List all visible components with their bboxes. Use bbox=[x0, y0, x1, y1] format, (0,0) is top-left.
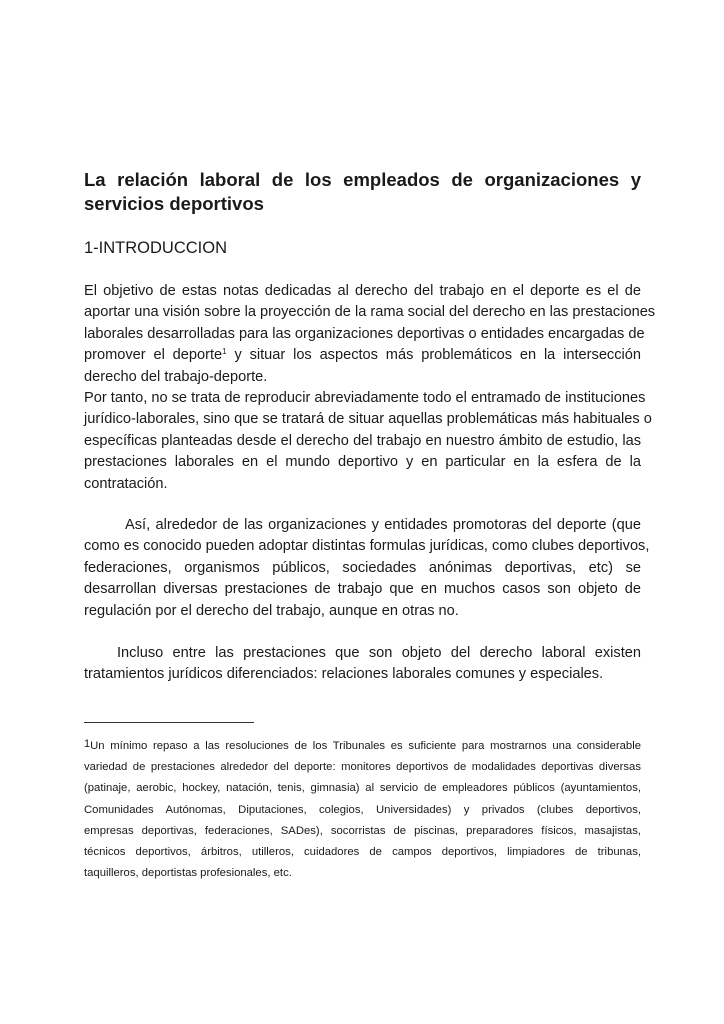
footnote-line bbox=[84, 734, 641, 757]
footnote-line: taquilleros, deportistas profesionales, etc. bbox=[84, 867, 292, 880]
text-line: regulación por el derecho del trabajo, aunque en otras no. bbox=[84, 602, 459, 619]
text-line: prestaciones laborales en el mundo deportivo y en particular en la esfera de la bbox=[84, 454, 641, 471]
footnote bbox=[84, 734, 641, 884]
footnote-line: empresas deportivas, federaciones, SADes), socorristas de piscinas, preparadores físicos, masajistas, bbox=[84, 824, 641, 837]
text-line: como es conocido pueden adoptar distintas formulas jurídicas, como clubes deportivos, bbox=[84, 538, 650, 555]
text-line: derecho del trabajo-deporte. bbox=[84, 368, 268, 385]
text-line: aportar una visión sobre la proyección de la rama social del derecho en las prestaciones bbox=[84, 304, 656, 321]
text-line: El objetivo de estas notas dedicadas al derecho del trabajo en el deporte es el de bbox=[84, 283, 641, 299]
paragraph-legal-treatments bbox=[84, 643, 641, 686]
text-segment: y situar los aspectos más problemáticos en la intersección bbox=[226, 347, 641, 364]
footnote-separator bbox=[84, 722, 254, 723]
footnote-line: variedad de prestaciones alrededor del deporte: monitores deportivos de modalidades deportivas diversas bbox=[84, 761, 641, 774]
footnote-line: Comunidades Autónomas, Diputaciones, colegios, Universidades) y privados (clubes deportivos, bbox=[84, 803, 641, 816]
title-line: La relación laboral de los empleados de organizaciones y bbox=[84, 169, 641, 190]
text-line: tratamientos jurídicos diferenciados: relaciones laborales comunes y especiales. bbox=[84, 666, 604, 683]
text-line: Así, alrededor de las organizaciones y entidades promotoras del deporte (que bbox=[125, 517, 641, 533]
text-line: laborales desarrolladas para las organizaciones deportivas o entidades encargadas de bbox=[84, 325, 645, 342]
document-page bbox=[84, 0, 656, 1024]
footnote-reference[interactable]: 1 bbox=[222, 347, 227, 357]
paragraph-organizations bbox=[84, 515, 650, 622]
text-line-with-footnote bbox=[84, 345, 641, 366]
document-title bbox=[84, 168, 641, 216]
text-line: específicas planteadas desde el derecho del trabajo en nuestro ámbito de estudio, las bbox=[84, 432, 641, 449]
text-line: desarrollan diversas prestaciones de trabajo que en muchos casos son objeto de bbox=[84, 581, 641, 598]
footnote-marker: 1 bbox=[84, 738, 91, 750]
text-line: Incluso entre las prestaciones que son objeto del derecho laboral existen bbox=[117, 645, 641, 661]
footnote-line: técnicos deportivos, árbitros, utilleros, cuidadores de campos deportivos, limpiadores de tribunas, bbox=[84, 846, 641, 859]
paragraph-introduction bbox=[84, 281, 656, 495]
text-line: Por tanto, no se trata de reproducir abreviadamente todo el entramado de instituciones bbox=[84, 390, 646, 407]
text-line: federaciones, organismos públicos, sociedades anónimas deportivas, etc) se bbox=[84, 559, 641, 576]
text-segment: promover el deporte bbox=[84, 347, 223, 364]
text-line: jurídico-laborales, sino que se tratará de situar aquellas problemáticas más habituales o bbox=[84, 411, 652, 428]
text-line: contratación. bbox=[84, 475, 168, 492]
footnote-line: (patinaje, aerobic, hockey, natación, tenis, gimnasia) al servicio de empleadores públicos (ayuntamientos, bbox=[84, 782, 641, 795]
section-heading: 1-INTRODUCCION bbox=[84, 239, 227, 257]
text-segment: Un mínimo repaso a las resoluciones de los Tribunales es suficiente para mostrarnos una considerable bbox=[90, 740, 641, 752]
title-line: servicios deportivos bbox=[84, 193, 264, 214]
